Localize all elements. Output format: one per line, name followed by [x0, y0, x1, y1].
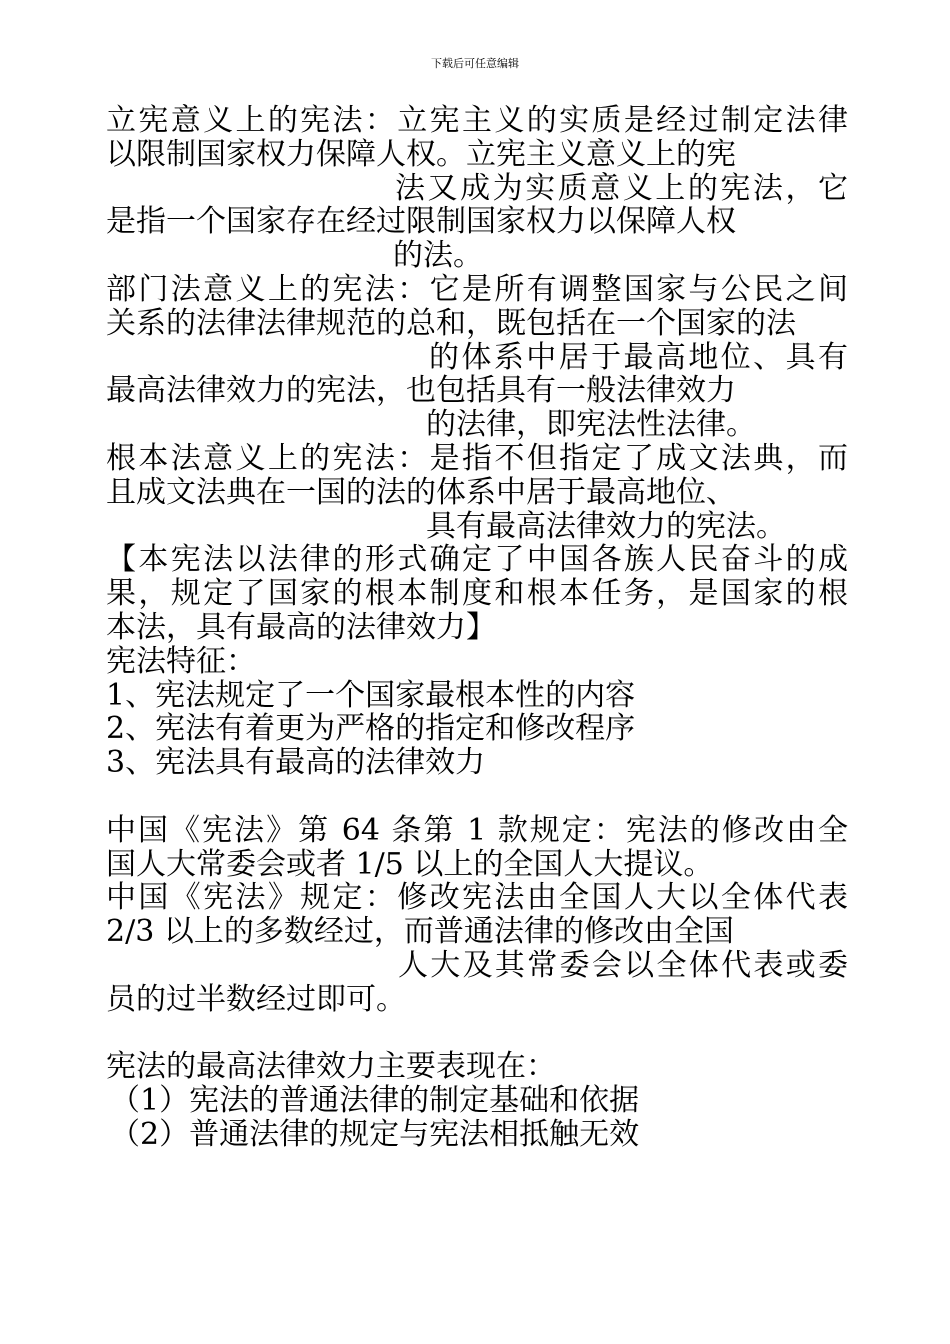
blank-line	[106, 1017, 848, 1051]
text-line: 的法律，即宪法性法律。	[426, 407, 756, 443]
list-item: （2）普通法律的规定与宪法相抵触无效	[110, 1116, 640, 1152]
text-line: 宪法的最高法律效力主要表现在：	[106, 1049, 556, 1085]
list-item: （1）宪法的普通法律的制定基础和依据	[110, 1083, 640, 1119]
blank-line	[106, 780, 848, 814]
text-line: 中国《宪法》第 64 条第 1 款规定：宪法的修改由全	[106, 812, 848, 848]
text-line: 部门法意义上的宪法：它是所有调整国家与公民之间	[106, 271, 848, 307]
text-line: 果，规定了国家的根本制度和根本任务，是国家的根	[106, 576, 848, 612]
text-line: 中国《宪法》规定：修改宪法由全国人大以全体代表	[106, 880, 848, 916]
text-line: 的法。	[393, 238, 483, 274]
text-line: 本法，具有最高的法律效力】	[106, 609, 496, 645]
list-item: 2、宪法有着更为严格的指定和修改程序	[106, 711, 636, 747]
text-line: 员的过半数经过即可。	[106, 981, 406, 1017]
text-line: 是指一个国家存在经过限制国家权力以保障人权	[106, 204, 736, 240]
text-line: 具有最高法律效力的宪法。	[426, 508, 786, 544]
text-line: 以限制国家权力保障人权。立宪主义意义上的宪	[106, 136, 736, 172]
text-line: 宪法特征：	[106, 643, 256, 679]
text-line: 【本宪法以法律的形式确定了中国各族人民奋斗的成	[106, 542, 848, 578]
text-line: 2/3 以上的多数经过，而普通法律的修改由全国	[106, 914, 734, 950]
list-item: 3、宪法具有最高的法律效力	[106, 745, 486, 781]
text-line: 国人大常委会或者 1/5 以上的全国人大提议。	[106, 846, 714, 882]
text-line: 关系的法律法律规范的总和，既包括在一个国家的法	[106, 305, 796, 341]
text-line: 人大及其常委会以全体代表或委	[398, 947, 848, 983]
document-body	[106, 104, 848, 1152]
page-header-note: 下载后可任意编辑	[431, 57, 519, 70]
text-line: 且成文法典在一国的法的体系中居于最高地位、	[106, 474, 736, 510]
text-line: 立宪意义上的宪法：立宪主义的实质是经过制定法律	[106, 103, 848, 138]
text-line: 的体系中居于最高地位、具有	[429, 339, 848, 375]
list-item: 1、宪法规定了一个国家最根本性的内容	[106, 677, 636, 713]
text-line: 最高法律效力的宪法，也包括具有一般法律效力	[106, 373, 736, 409]
text-line: 法又成为实质意义上的宪法，它	[395, 170, 848, 206]
text-line: 根本法意义上的宪法：是指不但指定了成文法典，而	[106, 440, 848, 476]
